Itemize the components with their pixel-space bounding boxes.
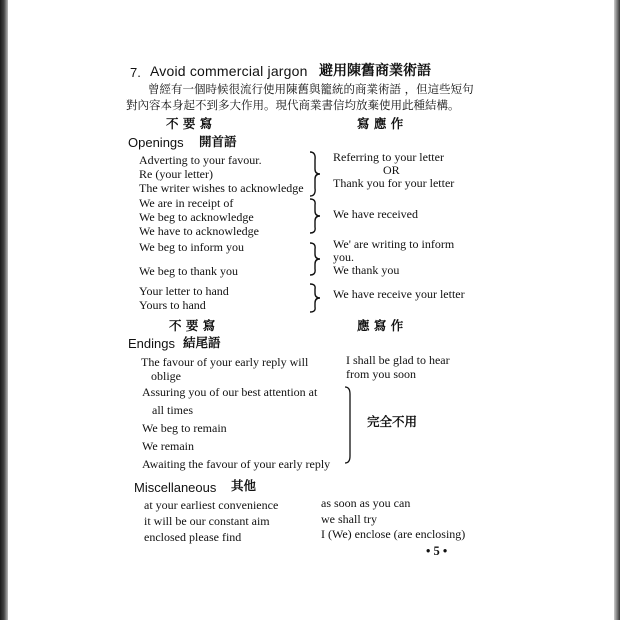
openings-heading-zh: 開首語 — [199, 134, 237, 149]
ending-item-1: The favour of your early reply will — [141, 355, 309, 369]
brace-icon — [308, 198, 322, 234]
opening-right-3-2: you. — [333, 250, 354, 264]
left-page-edge — [0, 0, 8, 620]
misc-left-2: it will be our constant aim — [144, 514, 270, 528]
misc-left-3: enclosed please find — [144, 530, 242, 544]
opening-left-3-1: We beg to inform you — [139, 240, 245, 254]
ending-item-2-cont: all times — [152, 403, 193, 417]
section-number: 7. — [130, 65, 141, 80]
section-title-zh: 避用陳舊商業術語 — [319, 63, 431, 79]
ending-not-used: 完全不用 — [367, 414, 418, 429]
opening-right-3-3: We thank you — [333, 263, 400, 277]
opening-left-2-1: We are in receipt of — [139, 196, 234, 210]
opening-right-3-1: We' are writing to inform — [333, 237, 455, 251]
col-head-do: 寫 應 作 — [357, 116, 404, 131]
intro-line-1: 曾經有一個時候很流行使用陳舊與籠統的商業術語 ，但這些短句 — [148, 82, 474, 96]
opening-left-4-1: Your letter to hand — [139, 284, 229, 298]
col-head-dont-2: 不 要 寫 — [169, 318, 216, 333]
section-title: Avoid commercial jargon — [150, 63, 308, 79]
ending-item-5: Awaiting the favour of your early reply — [142, 457, 331, 471]
endings-heading: Endings — [128, 336, 175, 351]
brace-icon — [308, 283, 322, 313]
openings-heading: Openings — [128, 135, 184, 150]
right-page-edge — [614, 0, 620, 620]
endings-heading-zh: 結尾語 — [183, 335, 221, 350]
opening-left-4-2: Yours to hand — [139, 298, 206, 312]
brace-icon — [308, 151, 322, 197]
opening-left-1-2: Re (your letter) — [139, 167, 213, 181]
opening-right-1-2: Thank you for your letter — [333, 176, 455, 190]
ending-right-1: I shall be glad to hear — [346, 353, 450, 367]
opening-left-2-2: We beg to acknowledge — [139, 210, 254, 224]
misc-left-1: at your earliest convenience — [144, 498, 279, 512]
ending-item-3: We beg to remain — [142, 421, 227, 435]
col-head-dont: 不 要 寫 — [166, 116, 213, 131]
misc-heading: Miscellaneous — [134, 480, 217, 495]
ending-item-2: Assuring you of our best attention at — [142, 385, 318, 399]
opening-left-3-2: We beg to thank you — [139, 264, 239, 278]
opening-right-4-1: We have receive your letter — [333, 287, 465, 301]
ending-item-4: We remain — [142, 439, 195, 453]
opening-right-2-1: We have received — [333, 207, 418, 221]
opening-right-1-or: OR — [383, 163, 400, 177]
opening-left-1-1: Adverting to your favour. — [139, 153, 262, 167]
intro-line-2: 對內容本身起不到多大作用。現代商業書信均放棄使用此種結構。 — [126, 98, 460, 112]
ending-item-1-cont: oblige — [151, 369, 181, 383]
opening-left-2-3: We have to acknowledge — [139, 224, 259, 238]
misc-right-1: as soon as you can — [321, 496, 411, 510]
ending-right-2: from you soon — [346, 367, 416, 381]
misc-right-2: we shall try — [321, 512, 377, 526]
opening-right-1-1: Referring to your letter — [333, 150, 444, 164]
brace-icon — [308, 242, 322, 276]
bracket-icon — [343, 386, 355, 464]
col-head-do-2: 應 寫 作 — [357, 318, 404, 333]
misc-heading-zh: 其他 — [231, 478, 257, 493]
page-number: • 5 • — [426, 544, 448, 558]
opening-left-1-3: The writer wishes to acknowledge — [139, 181, 304, 195]
misc-right-3: I (We) enclose (are enclosing) — [321, 527, 466, 541]
